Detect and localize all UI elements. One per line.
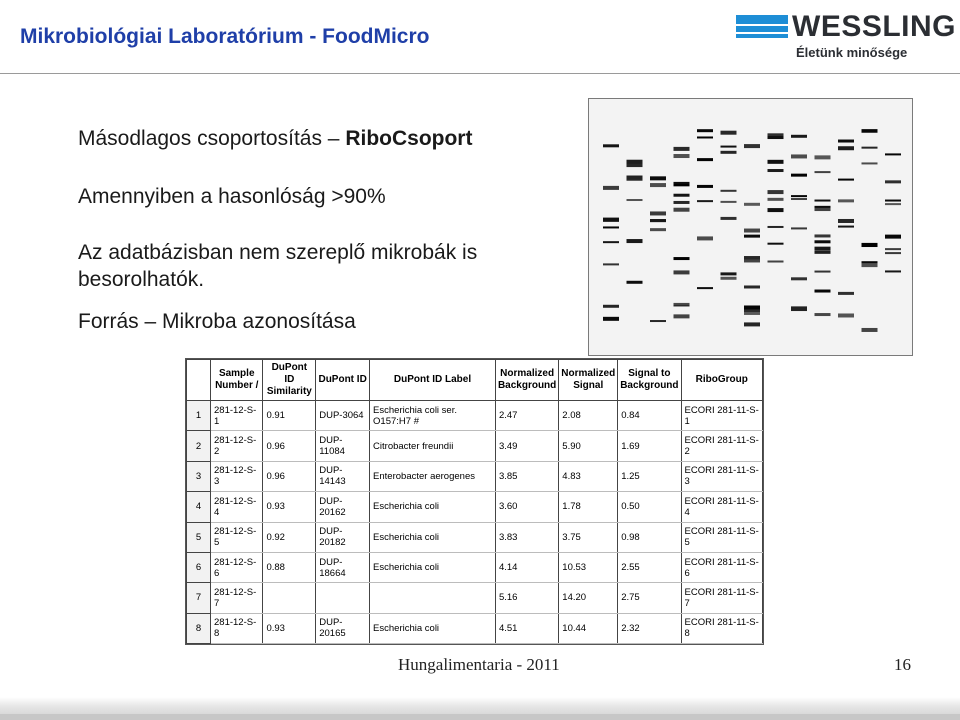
gel-band	[603, 226, 619, 228]
gel-band	[697, 287, 713, 289]
col-header-norm-bg: Normalized Background	[495, 360, 558, 401]
gel-band	[768, 226, 784, 228]
gel-band	[885, 252, 901, 254]
gel-band	[838, 313, 854, 317]
cell-signal-to-background: 0.84	[618, 401, 681, 431]
gel-band	[697, 236, 713, 240]
gel-band	[838, 179, 854, 181]
col-header-signal-bg: Signal to Background	[618, 360, 681, 401]
bullet-similarity: Amennyiben a hasonlóság >90%	[78, 185, 386, 208]
gel-band	[721, 201, 737, 203]
gel-band	[721, 146, 737, 148]
gel-band	[815, 313, 831, 316]
cell-similarity: 0.93	[263, 492, 316, 522]
gel-band	[885, 180, 901, 183]
cell-dupont-label: Citrobacter freundii	[370, 431, 496, 461]
cell-norm-background: 5.16	[495, 583, 558, 613]
ribogroup-table	[185, 358, 764, 645]
gel-band	[744, 235, 760, 238]
gel-band	[721, 272, 737, 275]
gel-band	[674, 182, 690, 184]
cell-ribogroup: ECORI 281-11-S-8	[681, 613, 762, 643]
bullet-database-line2: besorolhatók.	[78, 268, 205, 291]
cell-signal-to-background: 0.98	[618, 522, 681, 552]
gel-band	[838, 219, 854, 223]
gel-band	[603, 144, 619, 147]
cell-norm-signal: 3.75	[559, 522, 618, 552]
col-header-dupont-id: DuPont ID	[316, 360, 370, 401]
cell-norm-background: 3.49	[495, 431, 558, 461]
cell-similarity: 0.93	[263, 613, 316, 643]
gel-band	[815, 247, 831, 251]
wave-icon	[736, 15, 788, 41]
cell-norm-background: 4.14	[495, 552, 558, 582]
gel-band	[815, 234, 831, 237]
gel-band	[721, 277, 737, 280]
gel-band	[768, 190, 784, 194]
cell-sample-number: 281-12-S-8	[211, 613, 263, 643]
gel-band	[768, 198, 784, 201]
gel-band	[768, 208, 784, 212]
gel-band	[815, 251, 831, 254]
bottom-edge	[0, 714, 960, 720]
cell-signal-to-background: 2.75	[618, 583, 681, 613]
cell-dupont-id: DUP-14143	[316, 461, 370, 491]
gel-band	[815, 171, 831, 173]
gel-band	[838, 146, 854, 150]
cell-norm-signal: 14.20	[559, 583, 618, 613]
cell-signal-to-background: 1.69	[618, 431, 681, 461]
cell-ribogroup: ECORI 281-11-S-4	[681, 492, 762, 522]
gel-band	[768, 243, 784, 245]
gel-band	[721, 190, 737, 192]
gel-band	[744, 229, 760, 233]
table-row	[187, 613, 763, 643]
gel-band	[697, 158, 713, 161]
gel-band	[674, 194, 690, 197]
cell-row-index: 5	[187, 522, 211, 552]
cell-row-index: 1	[187, 401, 211, 431]
gel-band	[744, 144, 760, 148]
bullet-ribogroup-prefix: Másodlagos csoportosítás –	[78, 127, 346, 150]
gel-band	[674, 147, 690, 151]
gel-band	[838, 199, 854, 202]
cell-similarity	[263, 583, 316, 613]
table-row	[187, 431, 763, 461]
cell-row-index: 8	[187, 613, 211, 643]
gel-band	[603, 218, 619, 222]
cell-signal-to-background: 0.50	[618, 492, 681, 522]
cell-norm-background: 3.83	[495, 522, 558, 552]
gel-band	[744, 259, 760, 262]
gel-band	[791, 198, 807, 200]
gel-band	[885, 200, 901, 202]
gel-band	[744, 203, 760, 206]
gel-band	[862, 328, 878, 332]
gel-band	[791, 306, 807, 310]
bullet-database-line1: Az adatbázisban nem szereplő mikrobák is	[78, 241, 478, 264]
gel-band	[650, 228, 666, 231]
cell-dupont-label: Escherichia coli	[370, 522, 496, 552]
gel-band	[885, 153, 901, 155]
cell-row-index: 3	[187, 461, 211, 491]
cell-sample-number: 281-12-S-4	[211, 492, 263, 522]
cell-dupont-id: DUP-11084	[316, 431, 370, 461]
cell-dupont-id: DUP-3064	[316, 401, 370, 431]
cell-signal-to-background: 2.55	[618, 552, 681, 582]
bullet-ribogroup	[78, 127, 472, 151]
cell-norm-signal: 10.53	[559, 552, 618, 582]
gel-band	[627, 176, 643, 179]
cell-row-index: 7	[187, 583, 211, 613]
cell-dupont-label: Escherichia coli ser. O157:H7 #	[370, 401, 496, 431]
cell-row-index: 6	[187, 552, 211, 582]
cell-dupont-id: DUP-18664	[316, 552, 370, 582]
cell-similarity: 0.96	[263, 461, 316, 491]
gel-band	[674, 208, 690, 212]
gel-band	[697, 200, 713, 202]
cell-similarity: 0.92	[263, 522, 316, 552]
gel-band	[862, 243, 878, 247]
cell-sample-number: 281-12-S-7	[211, 583, 263, 613]
bullet-source: Forrás – Mikroba azonosítása	[78, 310, 356, 333]
table-header-row	[187, 360, 763, 401]
gel-band	[838, 140, 854, 143]
gel-band	[768, 136, 784, 139]
cell-norm-signal: 2.08	[559, 401, 618, 431]
cell-norm-background: 3.85	[495, 461, 558, 491]
gel-band	[768, 261, 784, 263]
table-row	[187, 583, 763, 613]
cell-dupont-label	[370, 583, 496, 613]
gel-band	[674, 257, 690, 260]
gel-band	[815, 206, 831, 208]
gel-band	[815, 155, 831, 159]
wessling-logo	[736, 10, 957, 68]
gel-band	[674, 154, 690, 158]
cell-sample-number: 281-12-S-3	[211, 461, 263, 491]
gel-band	[627, 239, 643, 243]
gel-band	[862, 263, 878, 267]
gel-band	[862, 147, 878, 149]
col-header-ribogroup: RiboGroup	[681, 360, 762, 401]
gel-band	[885, 270, 901, 272]
cell-dupont-label: Escherichia coli	[370, 613, 496, 643]
header-divider	[0, 73, 960, 74]
cell-dupont-label: Escherichia coli	[370, 492, 496, 522]
gel-band	[674, 201, 690, 204]
gel-band	[650, 176, 666, 180]
gel-band	[650, 211, 666, 215]
cell-dupont-id: DUP-20182	[316, 522, 370, 552]
col-header-label: DuPont ID Label	[370, 360, 496, 401]
cell-dupont-label: Enterobacter aerogenes	[370, 461, 496, 491]
gel-band	[721, 131, 737, 135]
gel-band	[862, 130, 878, 133]
table-row	[187, 522, 763, 552]
gel-band	[744, 285, 760, 288]
cell-signal-to-background: 2.32	[618, 613, 681, 643]
page-number: 16	[894, 655, 911, 674]
gel-band	[627, 281, 643, 284]
cell-ribogroup: ECORI 281-11-S-5	[681, 522, 762, 552]
col-header-sample: Sample Number /	[211, 360, 263, 401]
gel-band	[627, 199, 643, 201]
cell-ribogroup: ECORI 281-11-S-6	[681, 552, 762, 582]
gel-band	[768, 160, 784, 164]
gel-band	[697, 136, 713, 138]
gel-band	[791, 174, 807, 177]
gel-band	[744, 322, 760, 326]
cell-dupont-label: Escherichia coli	[370, 552, 496, 582]
gel-band	[627, 160, 643, 164]
gel-band	[791, 227, 807, 229]
gel-band	[603, 305, 619, 308]
gel-band	[697, 185, 713, 188]
gel-band	[603, 241, 619, 243]
col-header-norm-signal: Normalized Signal	[559, 360, 618, 401]
cell-ribogroup: ECORI 281-11-S-2	[681, 431, 762, 461]
cell-dupont-id	[316, 583, 370, 613]
cell-similarity: 0.91	[263, 401, 316, 431]
gel-band	[603, 186, 619, 190]
logo-tagline: Életünk minősége	[796, 45, 908, 60]
gel-band	[815, 240, 831, 243]
cell-row-index: 4	[187, 492, 211, 522]
logo-wordmark: WESSLING	[792, 10, 957, 43]
gel-band	[885, 235, 901, 239]
cell-ribogroup: ECORI 281-11-S-3	[681, 461, 762, 491]
gel-band	[815, 271, 831, 273]
gel-band	[768, 169, 784, 172]
gel-band	[744, 312, 760, 315]
cell-sample-number: 281-12-S-1	[211, 401, 263, 431]
gel-band	[674, 314, 690, 318]
cell-sample-number: 281-12-S-2	[211, 431, 263, 461]
cell-dupont-id: DUP-20162	[316, 492, 370, 522]
cell-ribogroup: ECORI 281-11-S-1	[681, 401, 762, 431]
cell-norm-background: 4.51	[495, 613, 558, 643]
gel-band	[791, 277, 807, 280]
cell-norm-background: 2.47	[495, 401, 558, 431]
cell-dupont-id: DUP-20165	[316, 613, 370, 643]
footer-text: Hungalimentaria - 2011	[398, 655, 560, 674]
gel-band	[650, 320, 666, 322]
gel-band	[603, 317, 619, 321]
gel-band	[674, 270, 690, 274]
gel-band	[885, 248, 901, 250]
cell-norm-signal: 5.90	[559, 431, 618, 461]
cell-row-index: 2	[187, 431, 211, 461]
bullet-ribogroup-bold: RiboCsoport	[345, 127, 473, 150]
gel-band	[744, 305, 760, 309]
gel-band	[650, 219, 666, 222]
gel-band	[721, 217, 737, 220]
col-header-index	[187, 360, 211, 401]
gel-band	[674, 303, 690, 305]
gel-band	[791, 135, 807, 138]
cell-norm-background: 3.60	[495, 492, 558, 522]
cell-norm-signal: 1.78	[559, 492, 618, 522]
cell-signal-to-background: 1.25	[618, 461, 681, 491]
gel-electrophoresis-image	[588, 98, 913, 356]
table-row	[187, 401, 763, 431]
gel-band	[885, 203, 901, 205]
gel-band	[838, 226, 854, 228]
gel-band	[721, 151, 737, 154]
gel-band	[815, 200, 831, 202]
table-row	[187, 552, 763, 582]
gel-band	[791, 154, 807, 158]
gel-band	[603, 263, 619, 265]
gel-band	[744, 256, 760, 260]
cell-sample-number: 281-12-S-6	[211, 552, 263, 582]
cell-norm-signal: 10.44	[559, 613, 618, 643]
gel-band	[815, 290, 831, 293]
gel-band	[697, 129, 713, 132]
gel-band	[862, 162, 878, 164]
table-row	[187, 492, 763, 522]
cell-sample-number: 281-12-S-5	[211, 522, 263, 552]
col-header-similarity: DuPont ID Similarity	[263, 360, 316, 401]
gel-band	[791, 195, 807, 197]
gel-band	[838, 292, 854, 295]
table-row	[187, 461, 763, 491]
slide-title: Mikrobiológiai Laboratórium - FoodMicro	[20, 25, 430, 48]
gel-band	[650, 183, 666, 187]
cell-similarity: 0.96	[263, 431, 316, 461]
cell-norm-signal: 4.83	[559, 461, 618, 491]
cell-ribogroup: ECORI 281-11-S-7	[681, 583, 762, 613]
cell-similarity: 0.88	[263, 552, 316, 582]
